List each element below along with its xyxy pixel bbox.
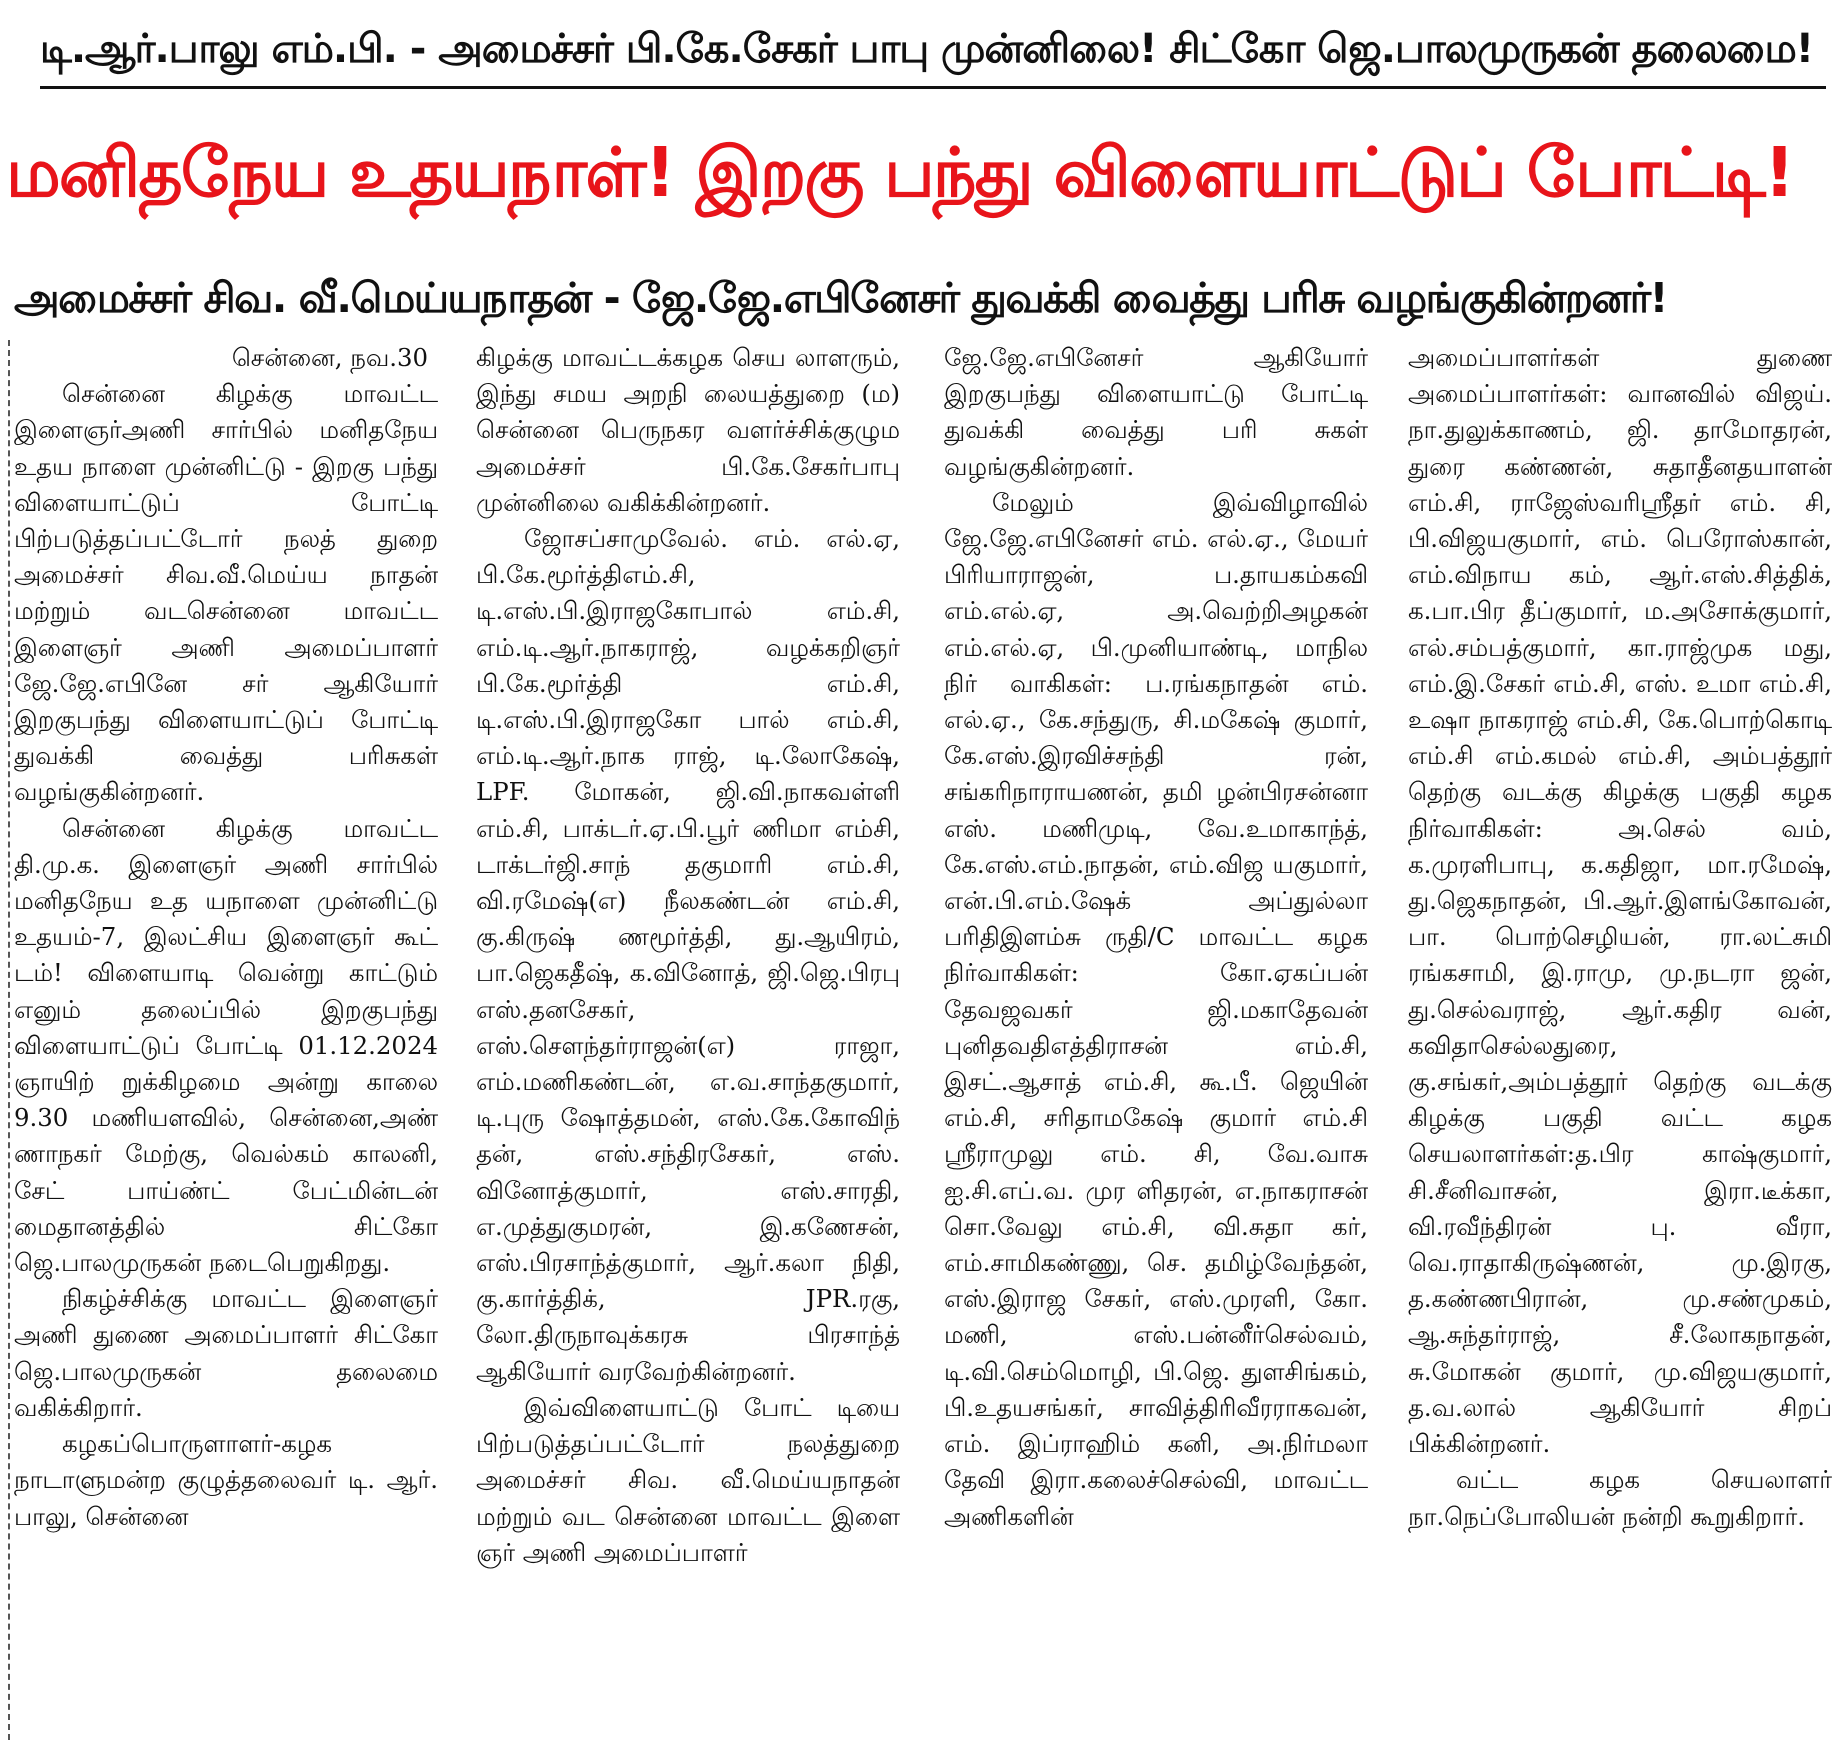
column-2 — [476, 340, 900, 1740]
subheadline: அமைச்சர் சிவ. வீ.மெய்யநாதன் - ஜே.ஜே.எபினேசர் துவக்கி வைத்து பரிசு வழங்குகின்றனர்! — [14, 274, 1667, 322]
column-4 — [1408, 340, 1832, 1740]
paragraph: சென்னை கிழக்கு மாவட்ட தி.மு.க. இளைஞர் அணி சார்பில் மனிதநேய உத யநாளை முன்னிட்டு உதயம்-7, இலட்சிய இளைஞர் கூட் டம்! விளையாடி வென்று காட்டும் எனும் தலைப்பில் இறகுபந்து விளையாட்டுப் போட்டி 01.12.2024 ஞாயிற் றுக்கிழமை அன்று காலை 9.30 மணியளவில், சென்னை,அண் ணாநகர் மேற்கு, வெல்கம் காலனி, சேட் பாய்ண்ட் பேட்மின்டன் மைதானத்தில் சிட்கோ ஜெ.பாலமுருகன் நடைபெறுகிறது. — [14, 813, 438, 1278]
paragraph: கிழக்கு மாவட்டக்கழக செய லாளரும், இந்து சமய அறநி லையத்துறை (ம) சென்னை பெருநகர வளர்ச்சிக்குழும அமைச்சர் பி.கே.சேகர்பாபு முன்னிலை வகிக்கின்றனர். — [476, 343, 900, 517]
headline: மனிதநேய உதயநாள்! இறகு பந்து விளையாட்டுப் போட்டி! — [6, 134, 1794, 213]
paragraph: கழகப்பொருளாளர்-கழக நாடாளுமன்ற குழுத்தலைவர் டி. ஆர். பாலு, சென்னை — [14, 1429, 438, 1531]
paragraph: சென்னை கிழக்கு மாவட்ட இளைஞர்அணி சார்பில் மனிதநேய உதய நாளை முன்னிட்டு - இறகு பந்து விளையாட்டுப் போட்டி பிற்படுத்தப்பட்டோர் நலத் துறை அமைச்சர் சிவ.வீ.மெய்ய நாதன் மற்றும் வடசென்னை மாவட்ட இளைஞர் அணி அமைப்பாளர் ஜே.ஜே.எபினே சர் ஆகியோர் இறகுபந்து விளையாட்டுப் போட்டி துவக்கி வைத்து பரிசுகள் வழங்குகின்றனர். — [14, 379, 438, 807]
dateline: சென்னை, நவ.30 — [231, 343, 428, 372]
paragraph: அமைப்பாளர்கள் துணை அமைப்பாளர்கள்: வானவில் விஜய். நா.துலுக்காணம், ஜி. தாமோதரன், துரை கண்ணன், சுதாதீனதயாளன் எம்.சி, ராஜேஸ்வரிஸ்ரீதர் எம். சி, பி.விஜயகுமார், எம். பெரோஸ்கான், எம்.விநாய கம், ஆர்.எஸ்.சித்திக், க.பா.பிர தீப்குமார், ம.அசோக்குமார், எல்.சம்பத்குமார், கா.ராஜ்முக மது, எம்.இ.சேகர் எம்.சி, எஸ். உமா எம்.சி, உஷா நாகராஜ் எம்.சி, கே.பொற்கொடி எம்.சி எம்.கமல் எம்.சி, அம்பத்தூர் தெற்கு வடக்கு கிழக்கு பகுதி கழக நிர்வாகிகள்: அ.செல் வம், க.முரளிபாபு, க.கதிஜா, மா.ரமேஷ், து.ஜெகநாதன், பி.ஆர்.இளங்கோவன், பா. பொற்செழியன், ரா.லட்சுமி ரங்கசாமி, இ.ராமு, மு.நடரா ஜன், து.செல்வராஜ், ஆர்.கதிர வன், கவிதாசெல்லதுரை, கு.சங்கர்,அம்பத்தூர் தெற்கு வடக்கு கிழக்கு பகுதி வட்ட கழக செயலாளர்கள்:த.பிர காஷ்குமார், சி.சீனிவாசன், இரா.டீக்கா, வி.ரவீந்திரன் பு. வீரா, வெ.ராதாகிருஷ்ணன், மு.இரகு, த.கண்ணபிரான், மு.சண்முகம், ஆ.சுந்தர்ராஜ், சீ.லோகநாதன், சு.மோகன் குமார், மு.விஜயகுமார், த.வ.லால் ஆகியோர் சிறப் பிக்கின்றனர். — [1408, 343, 1832, 1459]
paragraph: இவ்விளையாட்டு போட் டியை பிற்படுத்தப்பட்டோர் நலத்துறை அமைச்சர் சிவ. வீ.மெய்யநாதன் மற்றும் வட சென்னை மாவட்ட இளை ஞர் அணி அமைப்பாளர் — [476, 1392, 900, 1567]
kicker-line: டி.ஆர்.பாலு எம்.பி. - அமைச்சர் பி.கே.சேகர் பாபு முன்னிலை! சிட்கோ ஜெ.பாலமுருகன் தலைமை! — [40, 26, 1814, 72]
column-1 — [8, 340, 438, 1740]
paragraph: மேலும் இவ்விழாவில் ஜே.ஜே.எபினேசர் எம். எல்.ஏ., மேயர் பிரியாராஜன், ப.தாயகம்கவி எம்.எல்.ஏ, அ.வெற்றிஅழகன் எம்.எல்.ஏ, பி.முனியாண்டி, மாநில நிர் வாகிகள்: ப.ரங்கநாதன் எம். எல்.ஏ., கே.சந்துரு, சி.மகேஷ் குமார், கே.எஸ்.இரவிச்சந்தி ரன், சங்கரிநாராயணன், தமி ழன்பிரசன்னா எஸ். மணிமுடி, வே.உமாகாந்த், கே.எஸ்.எம்.நாதன், எம்.விஜ யகுமார், என்.பி.எம்.ஷேக் அப்துல்லா பரிதிஇளம்சு ருதி/C மாவட்ட கழக நிர்வாகிகள்: கோ.ஏகப்பன் தேவஜவகர் ஜி.மகாதேவன் புனிதவதிஎத்திராசன் எம்.சி, இசட்.ஆசாத் எம்.சி, கூ.பீ. ஜெயின் எம்.சி, சரிதாமகேஷ் குமார் எம்.சி ஸ்ரீராமுலு எம். சி, வே.வாசு ஐ.சி.எப்.வ. முர ளிதரன், எ.நாகராசன் சொ.வேலு எம்.சி, வி.சுதா கர், எம்.சாமிகண்ணு, செ. தமிழ்வேந்தன், எஸ்.இராஜ சேகர், எஸ்.முரளி, கோ. மணி, எஸ்.பன்னீர்செல்வம், டி.வி.செம்மொழி, பி.ஜெ. துளசிங்கம், பி.உதயசங்கர், சாவித்திரிவீரராகவன், எம். இப்ராஹிம் கனி, அ.நிர்மலா தேவி இரா.கலைச்செல்வி, மாவட்ட அணிகளின் — [944, 487, 1368, 1531]
paragraph: ஜோசப்சாமுவேல். எம். எல்.ஏ, பி.கே.மூர்த்திஎம்.சி, டி.எஸ்.பி.இராஜகோபால் எம்.சி, எம்.டி.ஆர்.நாகராஜ், வழக்கறிஞர் பி.கே.மூர்த்தி எம்.சி, டி.எஸ்.பி.இராஜகோ பால் எம்.சி, எம்.டி.ஆர்.நாக ராஜ், டி.லோகேஷ், LPF. மோகன், ஜி.வி.நாகவள்ளி எம்.சி, பாக்டர்.ஏ.பி.பூர் ணிமா எம்சி, டாக்டர்ஜி.சாந் தகுமாரி எம்.சி, வி.ரமேஷ்(எ) நீலகண்டன் எம்.சி, கு.கிருஷ் ணமூர்த்தி, து.ஆயிரம், பா.ஜெகதீஷ், க.வினோத், ஜி.ஜெ.பிரபு எஸ்.தனசேகர், எஸ்.சௌந்தர்ராஜன்(எ) ராஜா, எம்.மணிகண்டன், எ.வ.சாந்தகுமார், டி.புரு ஷோத்தமன், எஸ்.கே.கோவிந் தன், எஸ்.சந்திரசேகர், எஸ். வினோத்குமார், எஸ்.சாரதி, எ.முத்துகுமரன், இ.கணேசன், எஸ்.பிரசாந்த்குமார், ஆர்.கலா நிதி, கு.கார்த்திக், JPR.ரகு, லோ.திருநாவுக்கரசு பிரசாந்த் ஆகியோர் வரவேற்கின்றனர். — [476, 524, 900, 1386]
article-body — [8, 340, 1834, 1740]
paragraph: வட்ட கழக செயலாளர் நா.நெப்போலியன் நன்றி கூறுகிறார். — [1408, 1465, 1832, 1531]
kicker-divider — [40, 86, 1826, 89]
paragraph: ஜே.ஜே.எபினேசர் ஆகியோர் இறகுபந்து விளையாட்டு போட்டி துவக்கி வைத்து பரி சுகள் வழங்குகின்றனர். — [944, 343, 1368, 481]
column-3 — [944, 340, 1368, 1740]
paragraph: நிகழ்ச்சிக்கு மாவட்ட இளைஞர் அணி துணை அமைப்பாளர் சிட்கோ ஜெ.பாலமுருகன் தலைமை வகிக்கிறார். — [14, 1284, 438, 1422]
